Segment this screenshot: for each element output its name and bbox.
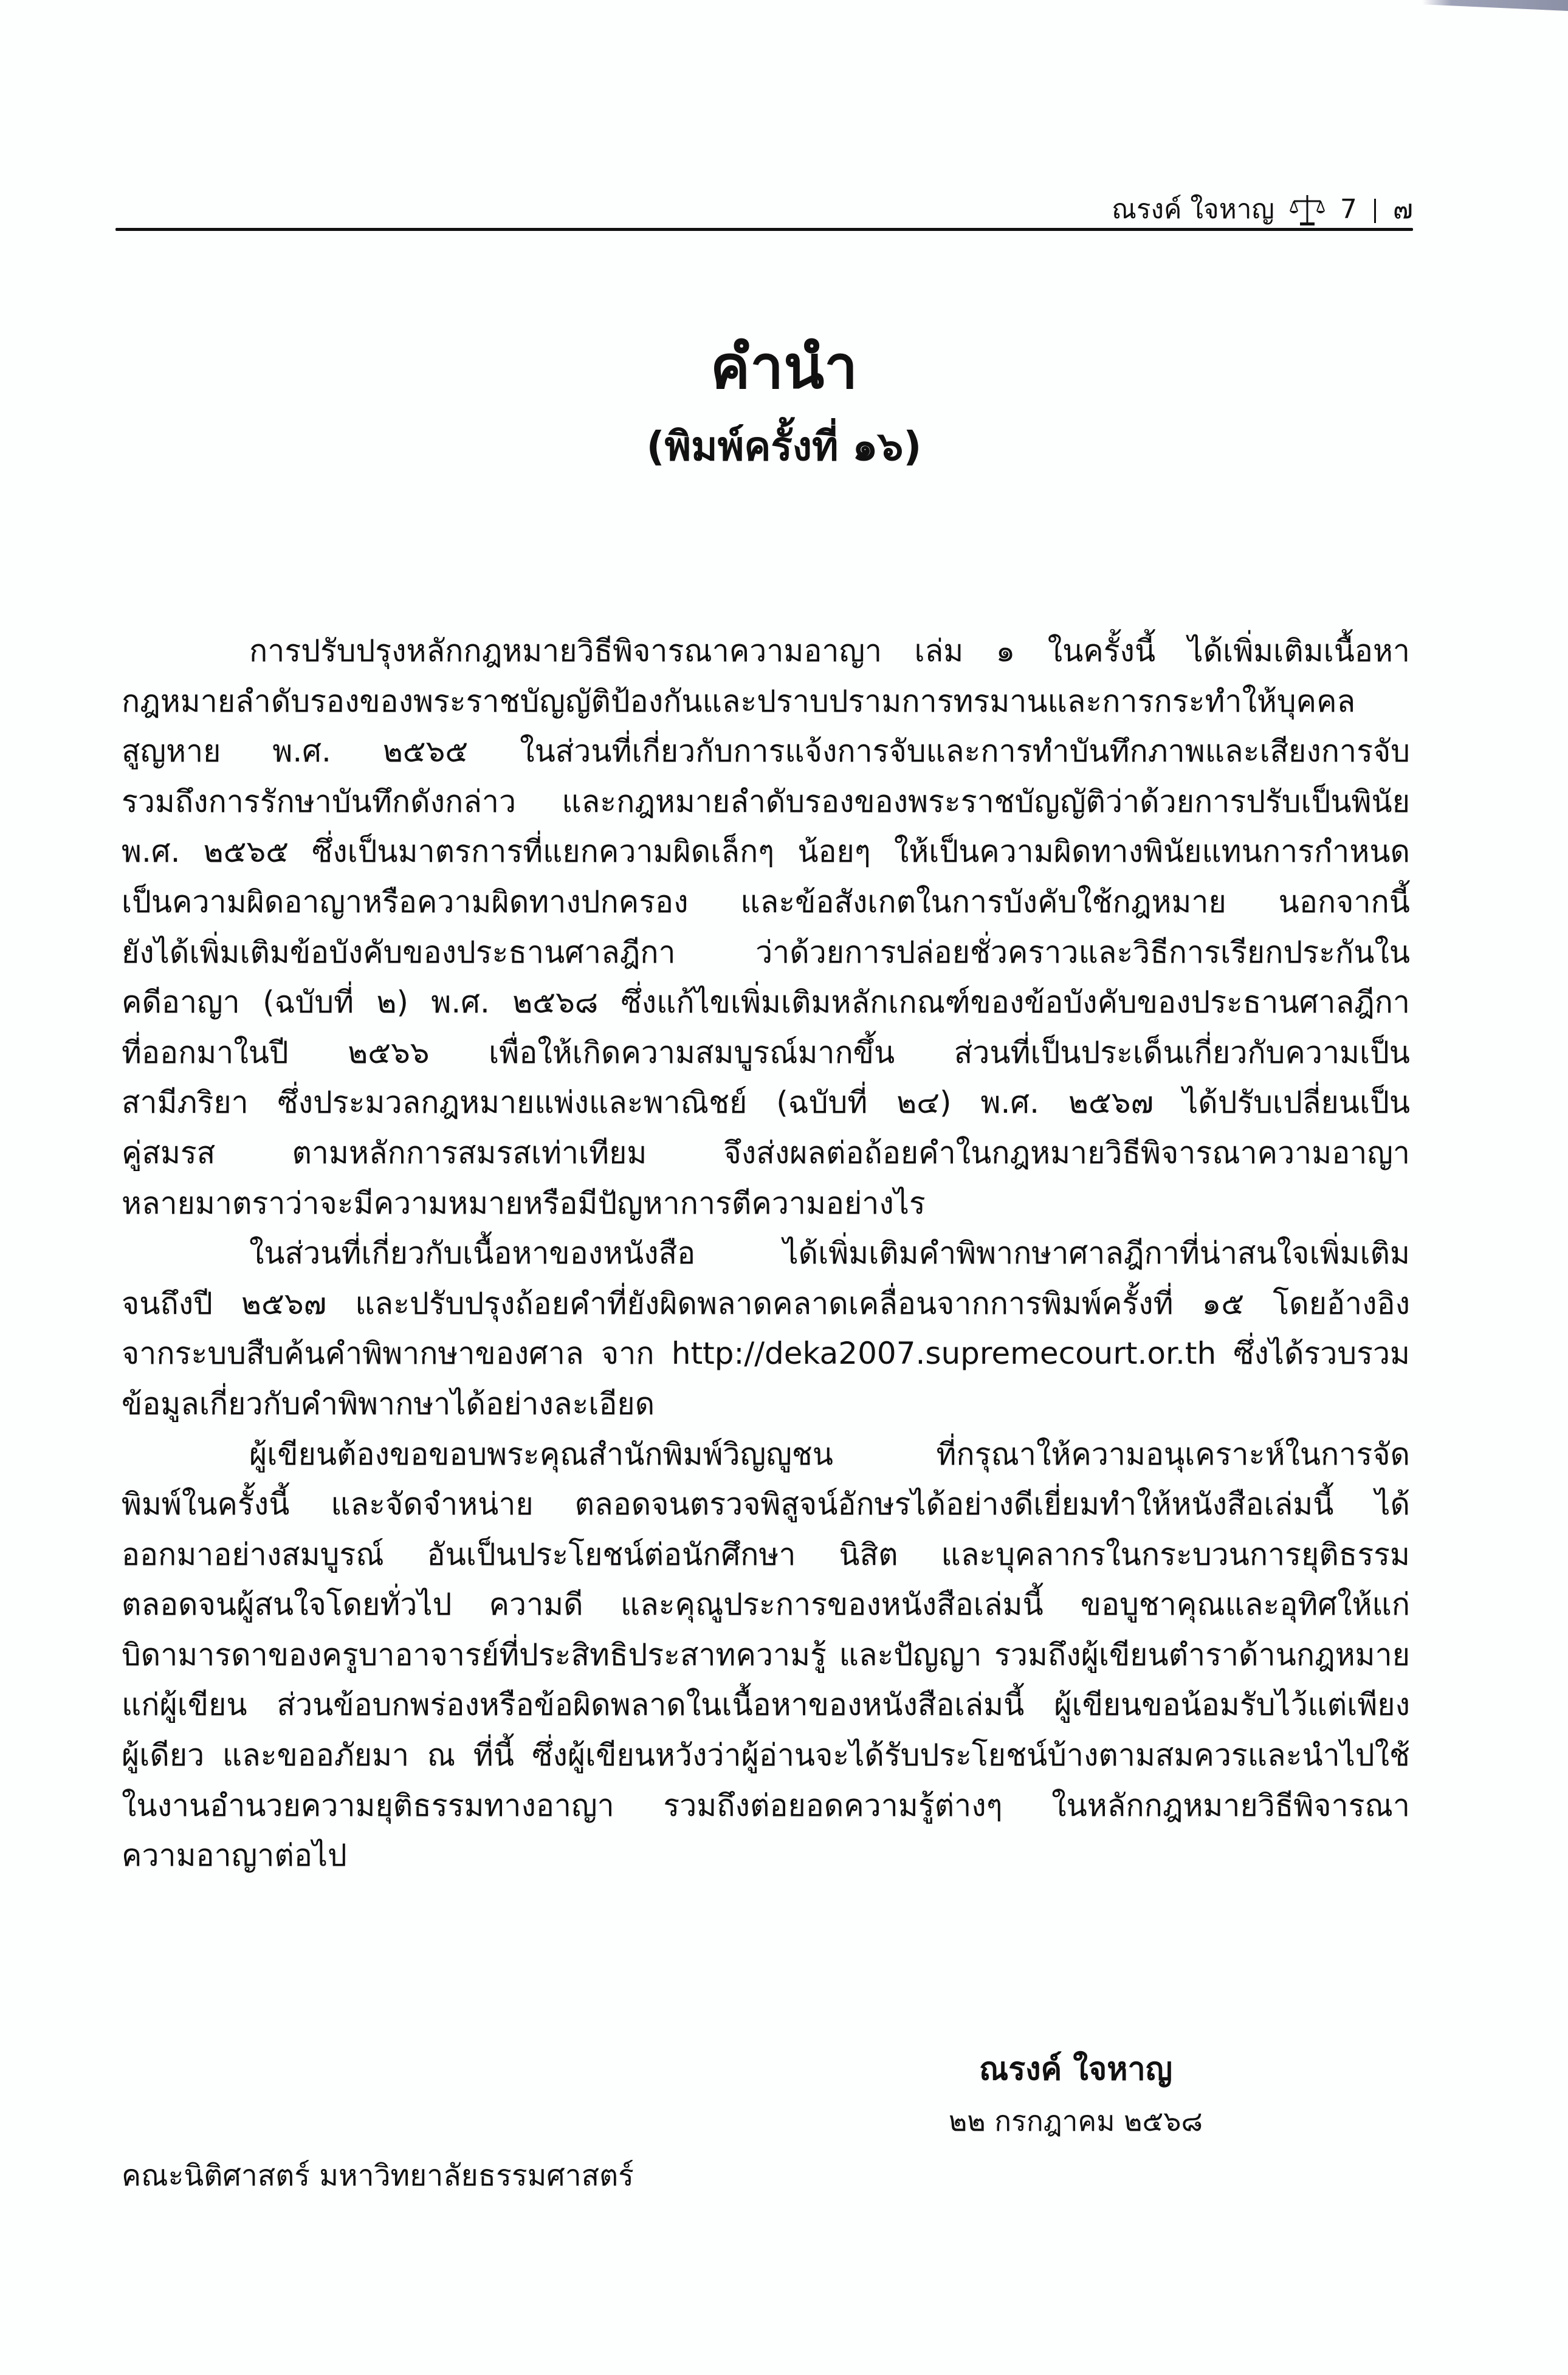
paragraph-2-line-3: จากระบบสืบค้นคำพิพากษาของศาล จาก http://deka2007.supremecourt.or.th ซึ่งได้รวบรวม [122, 1336, 1410, 1372]
paragraph-3-line-4: ตลอดจนผู้สนใจโดยทั่วไป ความดี และคุณูประการของหนังสือเล่มนี้ ขอบูชาคุณและอุทิศให้แก่ [122, 1587, 1410, 1623]
paragraph-1-line-4: รวมถึงการรักษาบันทึกดังกล่าว และกฎหมายลำดับรองของพระราชบัญญัติว่าด้วยการปรับเป็นพินัย [122, 783, 1410, 819]
paragraph-1-line-3: สูญหาย พ.ศ. ๒๕๖๕ ในส่วนที่เกี่ยวกับการแจ้งการจับและการทำบันทึกภาพและเสียงการจับ [122, 734, 1410, 769]
paragraph-1-line-5: พ.ศ. ๒๕๖๕ ซึ่งเป็นมาตรการที่แยกความผิดเล็กๆ น้อยๆ ให้เป็นความผิดทางพินัยแทนการกำหนด [122, 834, 1410, 870]
signature-name: ณรงค์ ใจหาญ [978, 2051, 1173, 2088]
signature-date: ๒๒ กรกฎาคม ๒๕๖๘ [949, 2105, 1203, 2137]
page-number-thai: ๗ [1392, 194, 1413, 225]
paragraph-2-line-1: ในส่วนที่เกี่ยวกับเนื้อหาของหนังสือ ได้เพิ่มเติมคำพิพากษาศาลฎีกาที่น่าสนใจเพิ่มเติม [249, 1236, 1410, 1271]
header-rule [115, 228, 1413, 231]
page-subtitle: (พิมพ์ครั้งที่ ๑๖) [646, 423, 922, 470]
paragraph-1-line-9: ที่ออกมาในปี ๒๕๖๖ เพื่อให้เกิดความสมบูรณ์มากขึ้น ส่วนที่เป็นประเด็นเกี่ยวกับความเป็น [122, 1034, 1410, 1070]
paragraph-3-line-3: ออกมาอย่างสมบูรณ์ อันเป็นประโยชน์ต่อนักศึกษา นิสิต และบุคลากรในกระบวนการยุติธรรม [122, 1536, 1410, 1572]
paragraph-1-line-8: คดีอาญา (ฉบับที่ ๒) พ.ศ. ๒๕๖๘ ซึ่งแก้ไขเพิ่มเติมหลักเกณฑ์ของข้อบังคับของประธานศาลฎีกา [122, 985, 1410, 1020]
scan-edge-artifact [1422, 0, 1568, 11]
paragraph-1-line-12: หลายมาตราว่าจะมีความหมายหรือมีปัญหาการตีความอย่างไร [122, 1185, 926, 1221]
paragraph-2-line-2: จนถึงปี ๒๕๖๗ และปรับปรุงถ้อยคำที่ยังผิดพลาดคลาดเคลื่อนจากการพิมพ์ครั้งที่ ๑๕ โดยอ้างอิง [122, 1285, 1410, 1321]
paragraph-1-line-6: เป็นความผิดอาญาหรือความผิดทางปกครอง และข้อสังเกตในการบังคับใช้กฎหมาย นอกจากนี้ [122, 884, 1410, 919]
paragraph-3-line-9: ความอาญาต่อไป [122, 1838, 347, 1874]
paragraph-1-line-1: การปรับปรุงหลักกฎหมายวิธีพิจารณาความอาญา เล่ม ๑ ในครั้งนี้ ได้เพิ่มเติมเนื้อหา [249, 633, 1410, 669]
paragraph-3-line-8: ในงานอำนวยความยุติธรรมทางอาญา รวมถึงต่อยอดความรู้ต่างๆ ในหลักกฎหมายวิธีพิจารณา [122, 1787, 1410, 1823]
scales-of-justice-icon [1289, 194, 1326, 228]
page-number-arabic: 7 [1339, 194, 1357, 225]
paragraph-1-line-10: สามีภริยา ซึ่งประมวลกฎหมายแพ่งและพาณิชย์ (ฉบับที่ ๒๔) พ.ศ. ๒๕๖๗ ได้ปรับเปลี่ยนเป็น [122, 1085, 1410, 1121]
signature-block [912, 2042, 1240, 2145]
preface-body [122, 626, 1410, 1881]
paragraph-2-line-4: ข้อมูลเกี่ยวกับคำพิพากษาได้อย่างละเอียด [122, 1386, 655, 1421]
author-affiliation: คณะนิติศาสตร์ มหาวิทยาลัยธรรมศาสตร์ [122, 2159, 634, 2193]
page-number-separator [1374, 199, 1376, 223]
paragraph-1-line-7: ยังได้เพิ่มเติมข้อบังคับของประธานศาลฎีกา ว่าด้วยการปล่อยชั่วคราวและวิธีการเรียกประกันใน [122, 934, 1410, 970]
paragraph-3-line-7: ผู้เดียว และขออภัยมา ณ ที่นี้ ซึ่งผู้เขียนหวังว่าผู้อ่านจะได้รับประโยชน์บ้างตามสมควรและนำไปใช้ [122, 1737, 1410, 1773]
paragraph-3-line-6: แก่ผู้เขียน ส่วนข้อบกพร่องหรือข้อผิดพลาดในเนื้อหาของหนังสือเล่มนี้ ผู้เขียนขอน้อมรับไว้แต่เพียง [122, 1687, 1410, 1723]
paragraph-1-line-2: กฎหมายลำดับรองของพระราชบัญญัติป้องกันและปราบปรามการทรมานและการกระทำให้บุคคล [122, 683, 1356, 719]
paragraph-3-line-2: พิมพ์ในครั้งนี้ และจัดจำหน่าย ตลอดจนตรวจพิสูจน์อักษรได้อย่างดีเยี่ยมทำให้หนังสือเล่มนี้ ได้ [122, 1487, 1410, 1522]
header-author: ณรงค์ ใจหาญ [1112, 194, 1274, 225]
paragraph-3-line-5: บิดามารดาของครูบาอาจารย์ที่ประสิทธิประสาทความรู้ และปัญญา รวมถึงผู้เขียนตำราด้านกฎหมาย [122, 1637, 1410, 1672]
paragraph-1-line-11: คู่สมรส ตามหลักการสมรสเท่าเทียม จึงส่งผลต่อถ้อยคำในกฎหมายวิธีพิจารณาความอาญา [122, 1135, 1410, 1170]
header-right-group [1112, 191, 1413, 228]
paragraph-3-line-1: ผู้เขียนต้องขอขอบพระคุณสำนักพิมพ์วิญญูชน ที่กรุณาให้ความอนุเคราะห์ในการจัด [249, 1436, 1410, 1472]
running-header [115, 191, 1413, 228]
page-title: คำนำ [710, 333, 858, 402]
